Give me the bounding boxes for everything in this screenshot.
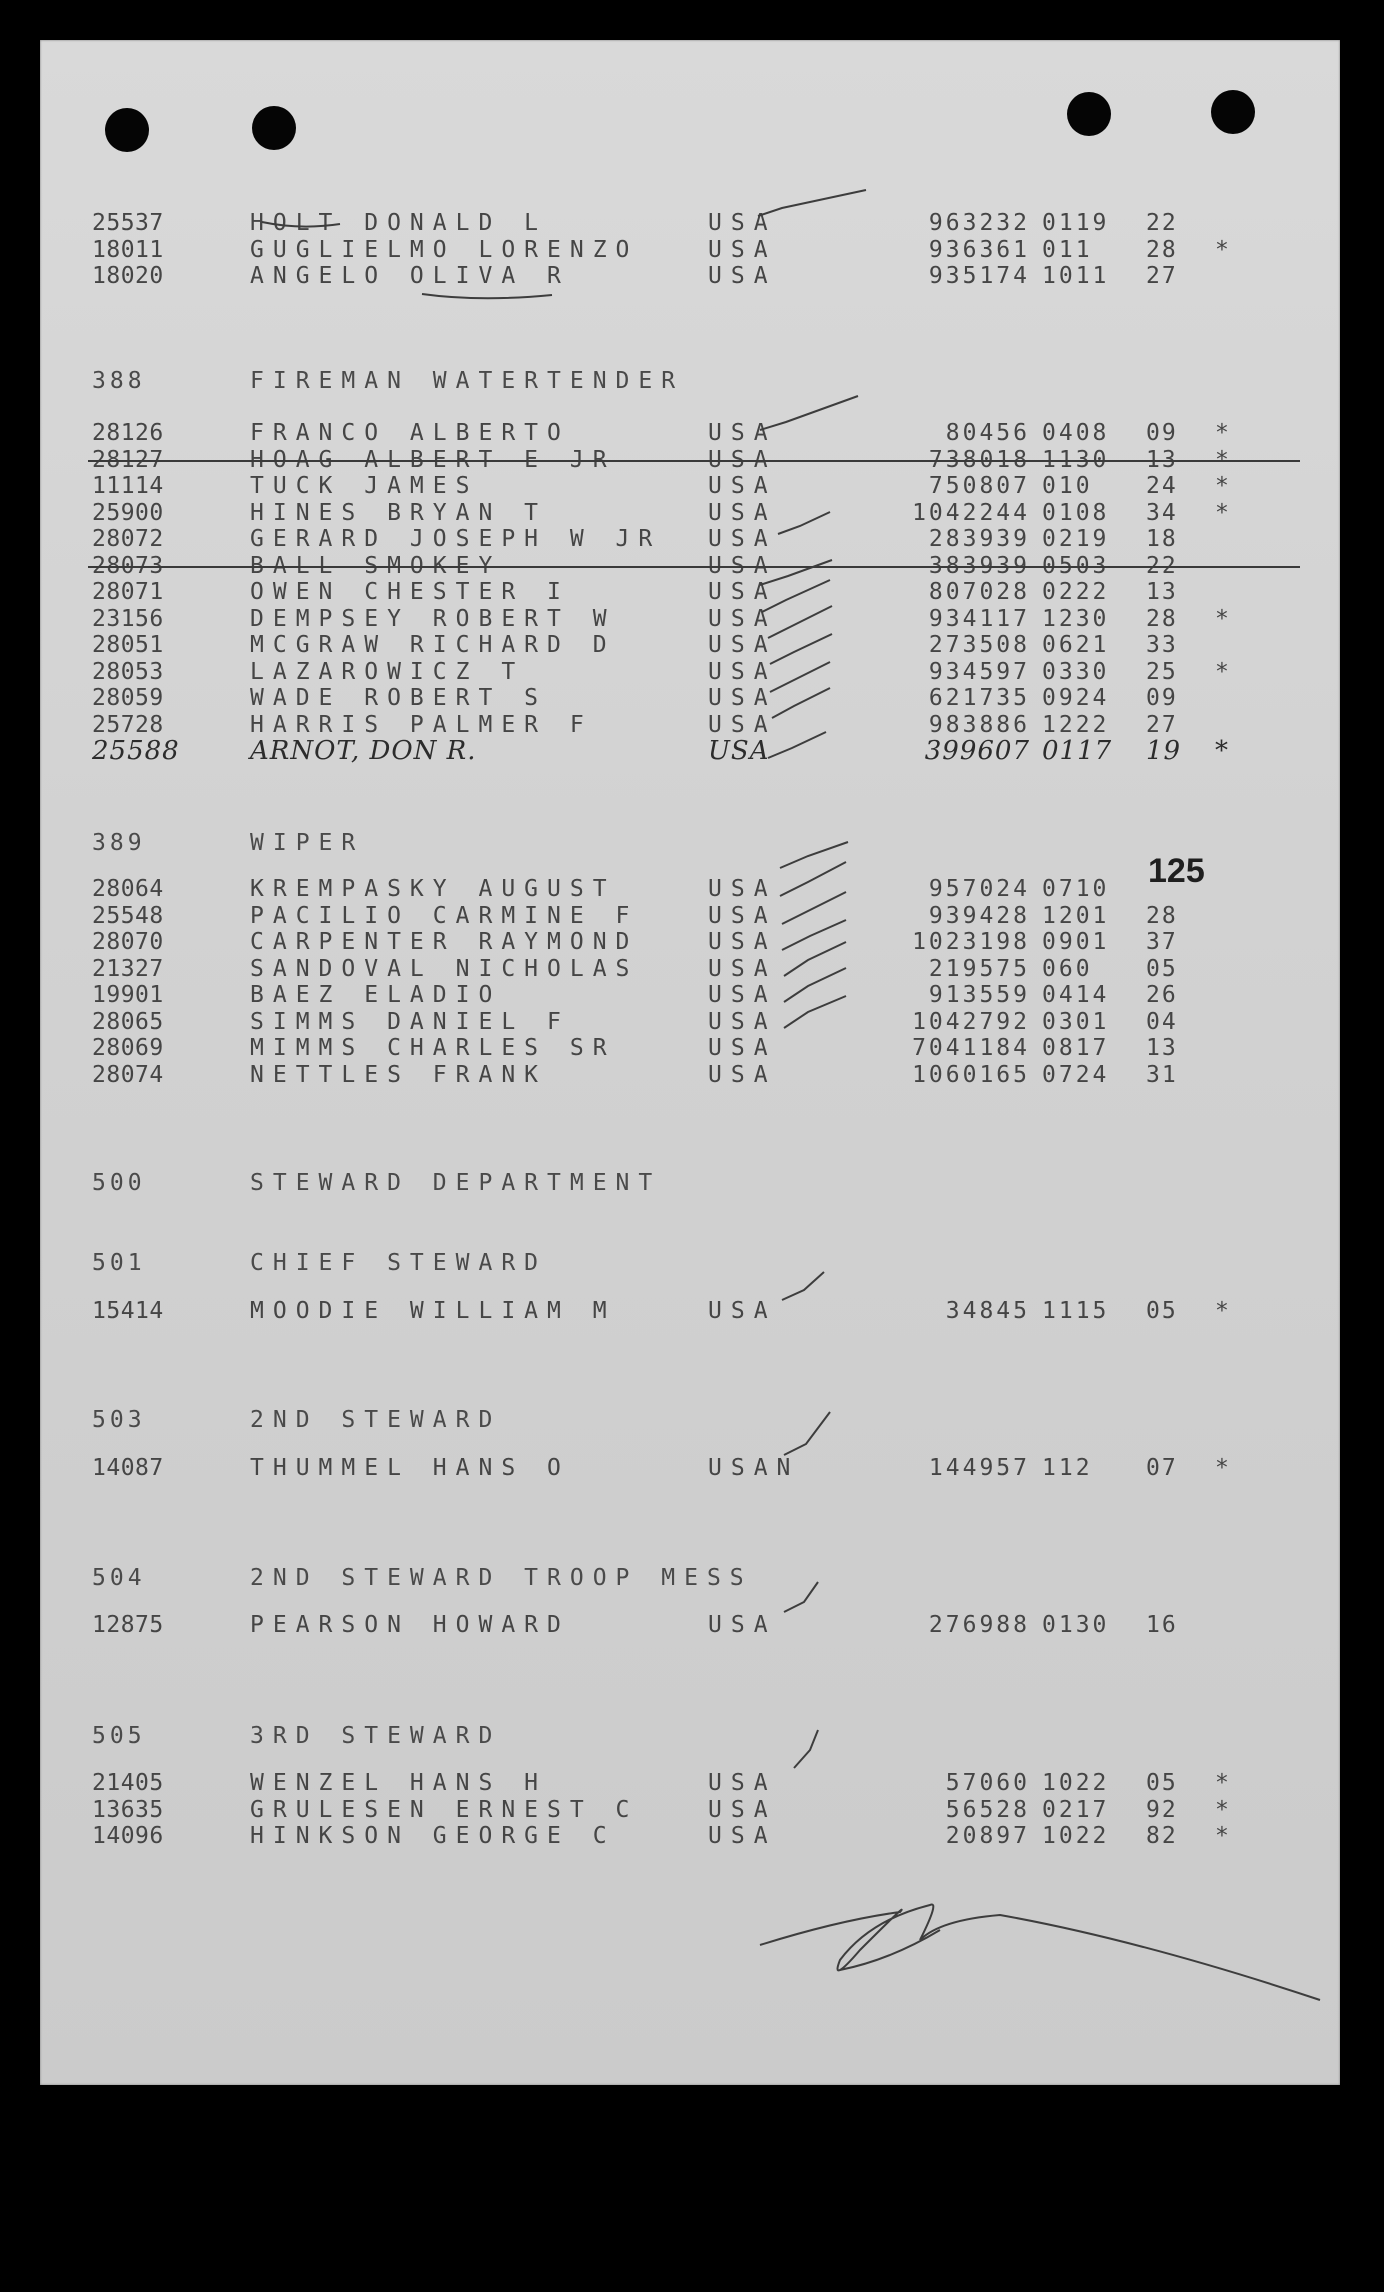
crew-id: 12875 [92, 1612, 164, 1638]
section-title: 3RD STEWARD [250, 1723, 502, 1749]
age: 05 [1146, 955, 1178, 982]
document-number: 621735 [928, 685, 1030, 711]
citizenship: USA [708, 526, 777, 552]
crew-row [40, 738, 1340, 764]
crew-row [40, 659, 1340, 685]
document-page [40, 40, 1340, 2085]
document-number: 935174 [928, 263, 1030, 289]
crew-id: 18011 [92, 236, 164, 263]
crew-id: 21405 [92, 1770, 164, 1796]
crew-id: 11114 [92, 473, 164, 499]
citizenship: USA [708, 1796, 777, 1823]
crew-id: 28051 [92, 632, 164, 658]
citizenship: USA [708, 1823, 777, 1849]
crew-name: SANDOVAL NICHOLAS [250, 955, 639, 982]
date-code: 0408 [1042, 420, 1110, 446]
crew-name: HINKSON GEORGE C [250, 1823, 616, 1849]
crew-id: 28059 [92, 685, 164, 711]
crew-id: 28072 [92, 526, 164, 552]
document-number: 144957 [928, 1455, 1030, 1481]
crew-name: GRULESEN ERNEST C [250, 1796, 639, 1823]
document-number: 963232 [928, 210, 1030, 236]
citizenship: USA [708, 1612, 777, 1638]
crew-row [40, 1298, 1340, 1324]
star-mark: * [1215, 1823, 1230, 1849]
crew-id: 14087 [92, 1455, 164, 1481]
document-number: 399607 [924, 736, 1030, 766]
citizenship: USA [708, 1061, 777, 1088]
section-title: STEWARD DEPARTMENT [250, 1170, 662, 1196]
crew-name: PEARSON HOWARD [250, 1612, 570, 1638]
citizenship: USA [708, 210, 777, 236]
crew-row [40, 1062, 1340, 1088]
crew-row [40, 579, 1340, 605]
crew-name: HARRIS PALMER F [250, 711, 593, 738]
crew-row [40, 876, 1340, 902]
document-number: 80456 [945, 420, 1030, 446]
date-code: 1230 [1042, 605, 1110, 632]
date-code: 0817 [1042, 1035, 1110, 1061]
document-number: 1042792 [912, 1008, 1030, 1035]
date-code: 0901 [1042, 929, 1110, 955]
citizenship: USA [708, 263, 777, 289]
crew-row [40, 500, 1340, 526]
citizenship: USA [708, 876, 777, 902]
crew-id: 19901 [92, 982, 164, 1008]
crew-id: 28073 [92, 552, 164, 579]
date-code: 0710 [1042, 876, 1110, 902]
document-number: 383939 [928, 552, 1030, 579]
crew-id: 25728 [92, 711, 164, 738]
crew-row [40, 1823, 1340, 1849]
citizenship: USA [708, 1035, 777, 1061]
document-number: 7041184 [912, 1035, 1030, 1061]
age: 92 [1146, 1796, 1178, 1823]
section-code: 389 [92, 830, 146, 856]
punch-hole [1067, 92, 1111, 136]
citizenship: USA [708, 929, 777, 955]
crew-id: 28074 [92, 1061, 164, 1088]
document-number: 934117 [928, 605, 1030, 632]
crew-id: 28127 [92, 446, 164, 473]
crew-row [40, 606, 1340, 632]
date-code: 010 [1042, 473, 1093, 499]
crew-row [40, 903, 1340, 929]
citizenship: USA [708, 236, 777, 263]
document-number: 1060165 [912, 1061, 1030, 1088]
citizenship: USA [708, 658, 777, 685]
date-code: 060 [1042, 955, 1093, 982]
age: 09 [1146, 420, 1178, 446]
star-mark: * [1215, 1796, 1230, 1823]
star-mark: * [1215, 236, 1230, 263]
citizenship: USA [708, 579, 777, 605]
crew-id: 23156 [92, 605, 164, 632]
document-number: 34845 [945, 1298, 1030, 1324]
date-code: 0330 [1042, 658, 1110, 685]
crew-name: SIMMS DANIEL F [250, 1008, 570, 1035]
document-number: 219575 [928, 955, 1030, 982]
star-mark: * [1215, 605, 1230, 632]
citizenship: USA [708, 1008, 777, 1035]
date-code: 1222 [1042, 711, 1110, 738]
section-code: 505 [92, 1723, 146, 1749]
citizenship: USA [708, 552, 777, 579]
age: 28 [1146, 236, 1178, 263]
star-mark: * [1215, 736, 1229, 766]
section-title: CHIEF STEWARD [250, 1250, 548, 1276]
crew-name: MCGRAW RICHARD D [250, 632, 616, 658]
date-code: 1130 [1042, 446, 1110, 473]
crew-name: TUCK JAMES [250, 473, 479, 499]
date-code: 1115 [1042, 1298, 1110, 1324]
document-number: 273508 [928, 632, 1030, 658]
crew-row [40, 420, 1340, 446]
crew-id: 28069 [92, 1035, 164, 1061]
citizenship: USA [708, 473, 777, 499]
age: 33 [1146, 632, 1178, 658]
date-code: 0117 [1042, 736, 1113, 766]
age: 27 [1146, 263, 1178, 289]
star-mark: * [1215, 658, 1230, 685]
crew-id: 21327 [92, 955, 164, 982]
crew-row [40, 210, 1340, 236]
date-code: 0724 [1042, 1061, 1110, 1088]
citizenship: USA [708, 1298, 777, 1324]
age: 22 [1146, 210, 1178, 236]
age: 25 [1146, 658, 1178, 685]
crew-id: 13635 [92, 1796, 164, 1823]
age: 19 [1146, 736, 1182, 766]
section-code: 504 [92, 1565, 146, 1591]
date-code: 1011 [1042, 263, 1110, 289]
document-number: 983886 [928, 711, 1030, 738]
date-code: 0222 [1042, 579, 1110, 605]
crew-name: HOLT DONALD L [250, 210, 548, 236]
citizenship: USA [708, 1770, 777, 1796]
age: 24 [1146, 473, 1178, 499]
crew-row [40, 263, 1340, 289]
crew-name: BALL SMOKEY [250, 552, 502, 579]
crew-row [40, 526, 1340, 552]
star-mark: * [1215, 1298, 1230, 1324]
crew-row [40, 1770, 1340, 1796]
crew-row [40, 473, 1340, 499]
punch-hole [105, 108, 149, 152]
citizenship: USA [708, 736, 770, 766]
date-code: 0414 [1042, 982, 1110, 1008]
age: 13 [1146, 579, 1178, 605]
crew-name: BAEZ ELADIO [250, 982, 502, 1008]
date-code: 0503 [1042, 552, 1110, 579]
age: 18 [1146, 526, 1178, 552]
age: 09 [1146, 685, 1178, 711]
date-code: 1022 [1042, 1770, 1110, 1796]
age: 28 [1146, 605, 1178, 632]
crew-name: CARPENTER RAYMOND [250, 929, 639, 955]
document-number: 276988 [928, 1612, 1030, 1638]
age: 37 [1146, 929, 1178, 955]
age: 05 [1146, 1770, 1178, 1796]
age: 82 [1146, 1823, 1178, 1849]
crew-name: ANGELO OLIVA R [250, 263, 570, 289]
crew-row [40, 1009, 1340, 1035]
date-code: 1201 [1042, 902, 1110, 929]
document-number: 56528 [945, 1796, 1030, 1823]
crew-row [40, 632, 1340, 658]
crew-name: KREMPASKY AUGUST [250, 876, 616, 902]
crew-name: HINES BRYAN T [250, 499, 548, 526]
crew-row [40, 1797, 1340, 1823]
crew-name: MOODIE WILLIAM M [250, 1298, 616, 1324]
age: 26 [1146, 982, 1178, 1008]
section-title: FIREMAN WATERTENDER [250, 368, 685, 394]
date-code: 112 [1042, 1455, 1093, 1481]
crew-id: 25548 [92, 902, 164, 929]
date-code: 011 [1042, 236, 1093, 263]
star-mark: * [1215, 473, 1230, 499]
crew-row [40, 447, 1340, 473]
section-code: 500 [92, 1170, 146, 1196]
date-code: 0219 [1042, 526, 1110, 552]
age: 13 [1146, 446, 1178, 473]
date-code: 0621 [1042, 632, 1110, 658]
punch-hole [1211, 90, 1255, 134]
age: 04 [1146, 1008, 1178, 1035]
crew-name: GERARD JOSEPH W JR [250, 526, 662, 552]
citizenship: USAN [708, 1455, 800, 1481]
age: 22 [1146, 552, 1178, 579]
star-mark: * [1215, 499, 1230, 526]
crew-name: GUGLIELMO LORENZO [250, 236, 639, 263]
date-code: 0119 [1042, 210, 1110, 236]
crew-id: 28071 [92, 579, 164, 605]
crew-row [40, 237, 1340, 263]
crew-id: 25900 [92, 499, 164, 526]
document-number: 936361 [928, 236, 1030, 263]
star-mark: * [1215, 1770, 1230, 1796]
crew-row [40, 956, 1340, 982]
crew-id: 28064 [92, 876, 164, 902]
citizenship: USA [708, 446, 777, 473]
section-title: 2ND STEWARD TROOP MESS [250, 1565, 753, 1591]
crew-row [40, 1035, 1340, 1061]
citizenship: USA [708, 711, 777, 738]
crew-row [40, 1455, 1340, 1481]
age: 07 [1146, 1455, 1178, 1481]
citizenship: USA [708, 955, 777, 982]
date-code: 0130 [1042, 1612, 1110, 1638]
crew-id: 15414 [92, 1298, 164, 1324]
page-number: 125 [1148, 852, 1205, 890]
document-number: 939428 [928, 902, 1030, 929]
crew-row [40, 553, 1340, 579]
date-code: 0217 [1042, 1796, 1110, 1823]
document-number: 738018 [928, 446, 1030, 473]
citizenship: USA [708, 605, 777, 632]
document-number: 913559 [928, 982, 1030, 1008]
crew-name: OWEN CHESTER I [250, 579, 570, 605]
crew-name: PACILIO CARMINE F [250, 902, 639, 929]
crew-id: 28126 [92, 420, 164, 446]
crew-row [40, 929, 1340, 955]
crew-row [40, 685, 1340, 711]
crew-id: 28065 [92, 1008, 164, 1035]
crew-id: 25537 [92, 210, 164, 236]
age: 13 [1146, 1035, 1178, 1061]
document-number: 283939 [928, 526, 1030, 552]
document-number: 957024 [928, 876, 1030, 902]
crew-name: HOAG ALBERT E JR [250, 446, 616, 473]
document-number: 1023198 [912, 929, 1030, 955]
age: 16 [1146, 1612, 1178, 1638]
crew-row [40, 1612, 1340, 1638]
age: 05 [1146, 1298, 1178, 1324]
crew-row [40, 712, 1340, 738]
document-number: 807028 [928, 579, 1030, 605]
crew-id: 18020 [92, 263, 164, 289]
star-mark: * [1215, 446, 1230, 473]
date-code: 0108 [1042, 499, 1110, 526]
citizenship: USA [708, 902, 777, 929]
crew-name: DEMPSEY ROBERT W [250, 605, 616, 632]
age: 34 [1146, 499, 1178, 526]
citizenship: USA [708, 499, 777, 526]
crew-id: 14096 [92, 1823, 164, 1849]
section-code: 503 [92, 1407, 146, 1433]
document-number: 750807 [928, 473, 1030, 499]
document-number: 1042244 [912, 499, 1030, 526]
crew-name: MIMMS CHARLES SR [250, 1035, 616, 1061]
crew-name: WADE ROBERT S [250, 685, 548, 711]
section-title: WIPER [250, 830, 365, 856]
section-code: 388 [92, 368, 146, 394]
crew-name: ARNOT, DON R. [250, 736, 477, 766]
citizenship: USA [708, 685, 777, 711]
citizenship: USA [708, 982, 777, 1008]
date-code: 1022 [1042, 1823, 1110, 1849]
date-code: 0924 [1042, 685, 1110, 711]
crew-name: THUMMEL HANS O [250, 1455, 570, 1481]
citizenship: USA [708, 420, 777, 446]
age: 27 [1146, 711, 1178, 738]
crew-name: WENZEL HANS H [250, 1770, 548, 1796]
crew-name: NETTLES FRANK [250, 1061, 548, 1088]
punch-hole [252, 106, 296, 150]
section-code: 501 [92, 1250, 146, 1276]
document-number: 57060 [945, 1770, 1030, 1796]
document-number: 934597 [928, 658, 1030, 685]
crew-row [40, 982, 1340, 1008]
crew-id: 25588 [92, 736, 180, 766]
citizenship: USA [708, 632, 777, 658]
star-mark: * [1215, 420, 1230, 446]
section-title: 2ND STEWARD [250, 1407, 502, 1433]
crew-name: FRANCO ALBERTO [250, 420, 570, 446]
age: 31 [1146, 1061, 1178, 1088]
crew-id: 28053 [92, 658, 164, 685]
crew-id: 28070 [92, 929, 164, 955]
document-number: 20897 [945, 1823, 1030, 1849]
star-mark: * [1215, 1455, 1230, 1481]
age: 28 [1146, 902, 1178, 929]
date-code: 0301 [1042, 1008, 1110, 1035]
crew-name: LAZAROWICZ T [250, 658, 525, 685]
